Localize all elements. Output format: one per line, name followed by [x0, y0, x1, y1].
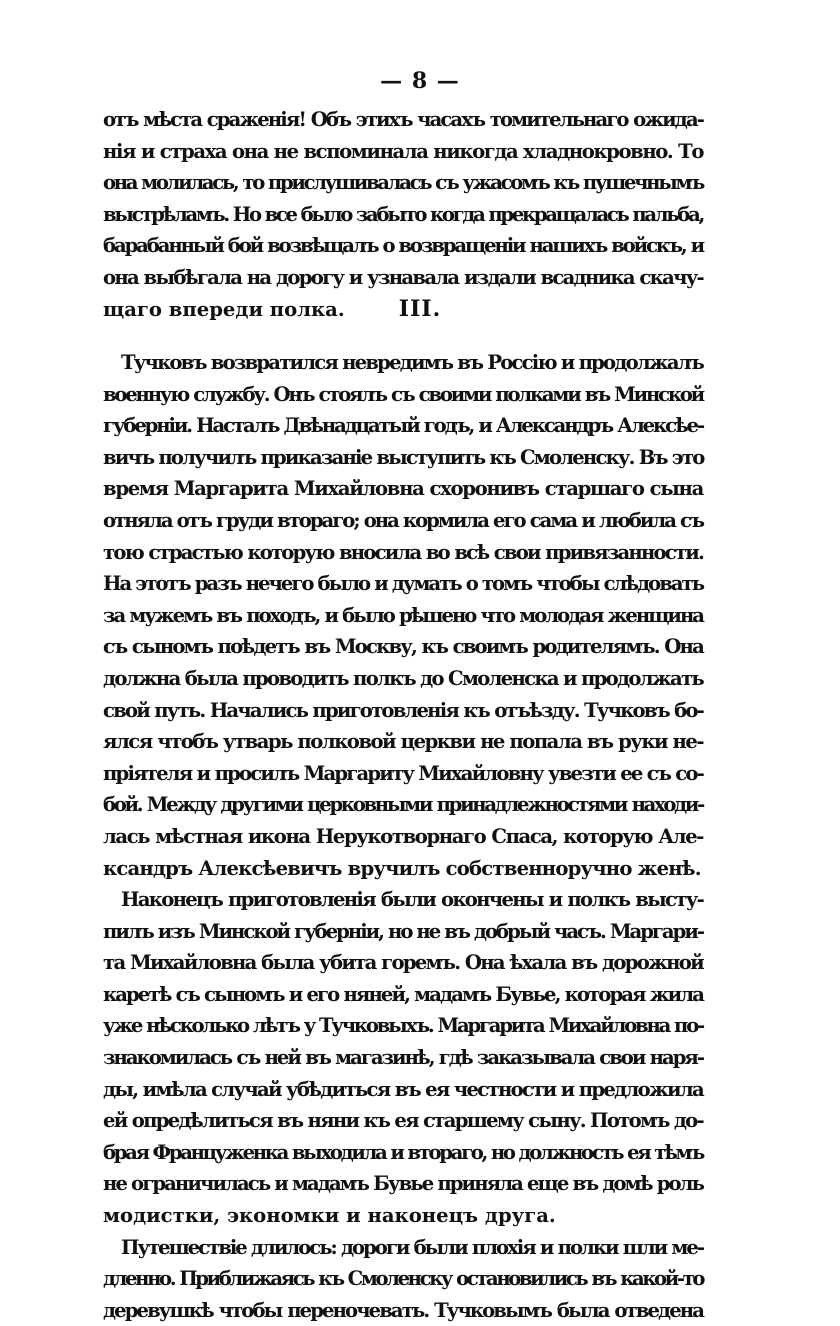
text-line: отняла отъ груди втораго; она кормила его сама и любила съ	[103, 508, 703, 532]
text-line: не ограничилась и мадамъ Бувье приняла еще въ домѣ роль	[103, 1172, 703, 1196]
text-line: время Маргарита Михайловна схоронивъ старшаго сына	[103, 477, 703, 501]
text-line: она выбѣгала на дорогу и узнавала издали всадника скачу-	[103, 265, 703, 289]
text-line: барабанный бой возвѣщалъ о возвращеніи нашихъ войскъ, и	[103, 234, 703, 258]
text-line: Путешествіе длилось: дороги были плохія и полки шли ме-	[121, 1235, 703, 1259]
text-line: На этотъ разъ нечего было и думать о томъ чтобы слѣдовать	[103, 572, 703, 596]
section-body	[103, 347, 703, 1326]
text-line: ды, имѣла случай убѣдиться въ ея честности и предложила	[103, 1077, 703, 1101]
text-line: пріятеля и просилъ Маргариту Михайловну увезти ее съ со-	[103, 761, 703, 785]
text-line: каретѣ съ сыномъ и его няней, мадамъ Бувье, которая жила	[103, 982, 703, 1006]
text-line: вичъ получилъ приказаніе выступить къ Смоленску. Въ это	[103, 445, 704, 469]
text-line: ксандръ Алексѣевичъ вручилъ собственноручно женѣ.	[103, 856, 701, 880]
text-line: бой. Между другими церковными принадлежностями находи-	[103, 793, 703, 817]
text-line: губерніи. Насталъ Двѣнадцатый годъ, и Александръ Алексѣе-	[103, 414, 703, 438]
text-line: военную службу. Онъ стоялъ съ своими полками въ Минской	[103, 382, 703, 406]
text-line: нія и страха она не вспоминала никогда хладнокровно. То	[103, 139, 703, 163]
text-line: лась мѣстная икона Нерукотворнаго Спаса, которую Але-	[103, 824, 703, 848]
text-line: свой путь. Начались приготовленія къ отъѣзду. Тучковъ бо-	[103, 698, 703, 722]
text-line: ялся чтобъ утварь полковой церкви не попала въ руки не-	[103, 730, 703, 754]
text-line: съ сыномъ поѣдетъ въ Москву, къ своимъ родителямъ. Она	[103, 635, 703, 659]
text-line: она молилась, то прислушивалась съ ужасомъ къ пушечнымъ	[103, 171, 703, 195]
section-heading: III.	[398, 296, 442, 322]
page-number: — 8 —	[380, 68, 460, 94]
text-line: модистки, экономки и наконецъ друга.	[103, 1204, 556, 1228]
text-line: выстрѣламъ. Но все было забыто когда прекращалась пальба,	[103, 202, 703, 226]
text-line: Наконецъ приготовленія были окончены и полкъ высту-	[121, 888, 703, 912]
text-line: щаго впереди полка.	[103, 297, 345, 321]
text-line: уже нѣсколько лѣтъ у Тучковыхъ. Маргарита Михайловна по-	[103, 1014, 703, 1038]
text-line: за мужемъ въ походъ, и было рѣшено что молодая женщина	[103, 603, 703, 627]
text-line: та Михайловна была убита горемъ. Она ѣхала въ дорожной	[103, 951, 703, 975]
text-line: ей опредѣлиться въ няни къ ея старшему сыну. Потомъ до-	[103, 1109, 703, 1133]
text-line: деревушкѣ чтобы переночевать. Тучковымъ была отведена	[103, 1298, 703, 1322]
text-line: должна была проводить полкъ до Смоленска и продолжать	[103, 666, 703, 690]
text-line: пилъ изъ Минской губерніи, но не въ добрый часъ. Маргари-	[103, 919, 703, 943]
text-line: тою страстью которую вносила во всѣ свои привязанности.	[103, 540, 703, 564]
text-line: дленно. Приближаясь къ Смоленску остановились въ какой-то	[103, 1267, 703, 1291]
text-line: Тучковъ возвратился невредимъ въ Россію и продолжалъ	[121, 351, 703, 374]
text-line: отъ мѣста сраженія! Объ этихъ часахъ томительнаго ожида-	[103, 108, 703, 131]
paragraph-top	[103, 104, 703, 325]
text-line: знакомилась съ ней въ магазинѣ, гдѣ заказывала свои наря-	[103, 1046, 703, 1070]
text-line: брая Француженка выходила и втораго, но должность ея тѣмъ	[103, 1140, 703, 1164]
